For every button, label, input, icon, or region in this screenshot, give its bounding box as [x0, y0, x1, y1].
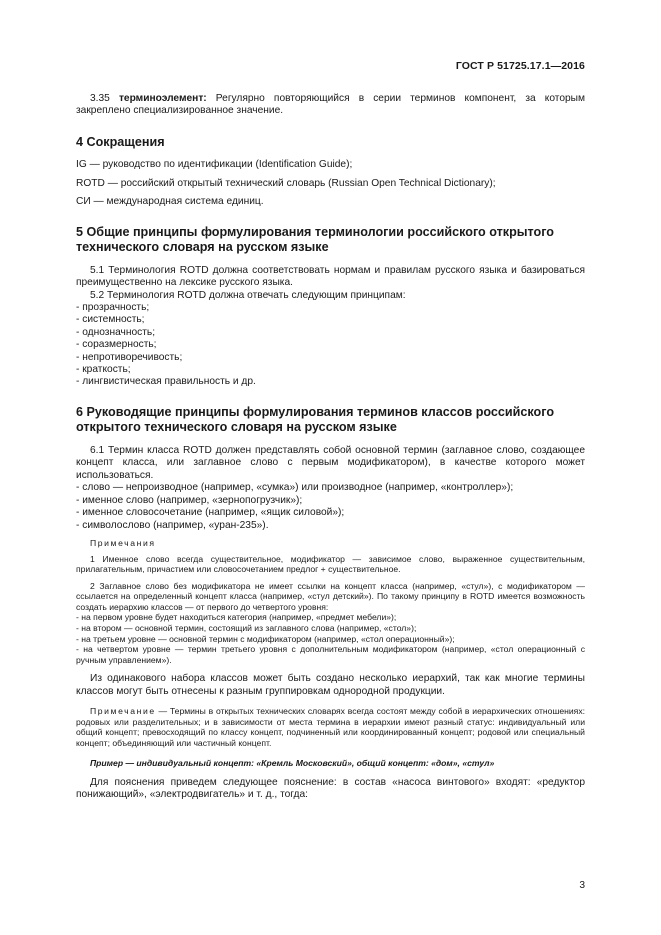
list-item: - на третьем уровне — основной термин с модификатором (например, «стол операционный»); — [76, 633, 455, 644]
list-item: - соразмерность; — [76, 339, 157, 351]
abbreviation-item: СИ — международная система единиц. — [76, 196, 264, 208]
clause-number: 3.35 — [90, 93, 119, 104]
clause-6-explanation: Для пояснения приведем следующее пояснение: в состав «насоса винтового» входят: «редуктор понижающий», «электродвигатель» и т. д., тогда: — [76, 776, 585, 801]
clause-6-paragraph: Из одинакового набора классов может быть создано несколько иерархий, так как многие термины классов могут быть отнесены к разным группировкам однородной продукции. — [76, 673, 585, 697]
note-label: Примечание — [90, 706, 156, 717]
term-forms-list — [76, 482, 585, 532]
document-header: ГОСТ Р 51725.17.1—2016 — [455, 60, 585, 72]
section-5-title: 5 Общие принципы формулирования терминологии российского открытого технического словаря на русском языке — [76, 224, 554, 255]
note-1: 1 Именное слово всегда существительное, модификатор — зависимое слово, выраженное существительным, прилагательным, причастием или словосочетанием предлог + существительное. — [76, 553, 585, 575]
clause-5-1: 5.1 Терминология ROTD должна соответствовать нормам и правилам русского языка и базироваться преимущественно на лексике русского языка. — [76, 264, 585, 289]
clause-5-2: 5.2 Терминология ROTD должна отвечать следующим принципам: — [90, 289, 406, 301]
document-body — [76, 93, 585, 801]
list-item: - на втором — основной термин, состоящий из заглавного слова (например, «стол»); — [76, 623, 417, 634]
list-item: - на первом уровне будет находиться категория (например, «предмет мебели»); — [76, 612, 397, 623]
note-3 — [76, 706, 585, 748]
list-item: - символослово (например, «уран-235»). — [76, 519, 269, 531]
definition-text: Регулярно повторяющийся в серии терминов компонент, за которым закреплено специализированное значение. — [76, 93, 585, 117]
section-4-title: 4 Сокращения — [76, 134, 165, 149]
section-6-title: 6 Руководящие принципы формулирования терминов классов российского открытого технического словаря на русском языке — [76, 404, 555, 435]
principles-list — [76, 302, 585, 389]
note-2: 2 Заглавное слово без модификатора не имеет ссылки на концепт класса (например, «стул»), с модификатором — ссылается на определенный концепт класса (например, «стул детский»). По такому принципу в ROTD имеется возможность создать иерархию классов — от первого до четвертого уровня: — [76, 580, 585, 612]
list-item: - лингвистическая правильность и др. — [76, 376, 256, 388]
hierarchy-list — [76, 612, 585, 665]
clause-6-1: 6.1 Термин класса ROTD должен представлять собой основной термин (заглавное слово, создающее концепт класса, или заглавное слово с первым модификатором), в качестве которого может использоваться. — [76, 445, 585, 481]
list-item: - слово — непроизводное (например, «сумка») или производное (например, «контроллер»); — [76, 482, 514, 494]
list-item: - системность; — [76, 314, 145, 326]
notes-label: Примечания — [90, 537, 156, 548]
list-item: - на четвертом уровне — термин третьего уровня с дополнительным модификатором (например, «стол операционный с ручным управлением»). — [76, 644, 585, 665]
term: терминоэлемент: — [118, 93, 207, 104]
note-text: — Термины в открытых технических словарях всегда состоят между собой в иерархических отношениях: родовых или разделительных; и в зависимости от места термина в иерархии имеют разный статус: индивидуальный или общий концепт; превосходящий по классу концепт, подчиненный или координированный концепт; родовой или специальный концепт; объединяющий или частичный концепт. — [76, 706, 585, 749]
example: Пример — индивидуальный концепт: «Кремль Московский», общий концепт: «дом», «стул» — [90, 757, 495, 768]
page-number: 3 — [579, 880, 585, 891]
list-item: - прозрачность; — [76, 302, 150, 314]
list-item: - краткость; — [76, 364, 131, 376]
abbreviation-item: IG — руководство по идентификации (Identification Guide); — [76, 159, 353, 171]
abbreviation-item: ROTD — российский открытый технический словарь (Russian Open Technical Dictionary); — [76, 177, 496, 189]
definition-3-35 — [76, 93, 585, 118]
abbreviations-list — [76, 159, 585, 208]
list-item: - однозначность; — [76, 326, 156, 338]
list-item: - именное слово (например, «зернопогрузчик»); — [76, 494, 303, 506]
list-item: - непротиворечивость; — [76, 351, 183, 363]
list-item: - именное словосочетание (например, «ящик силовой»); — [76, 507, 345, 519]
